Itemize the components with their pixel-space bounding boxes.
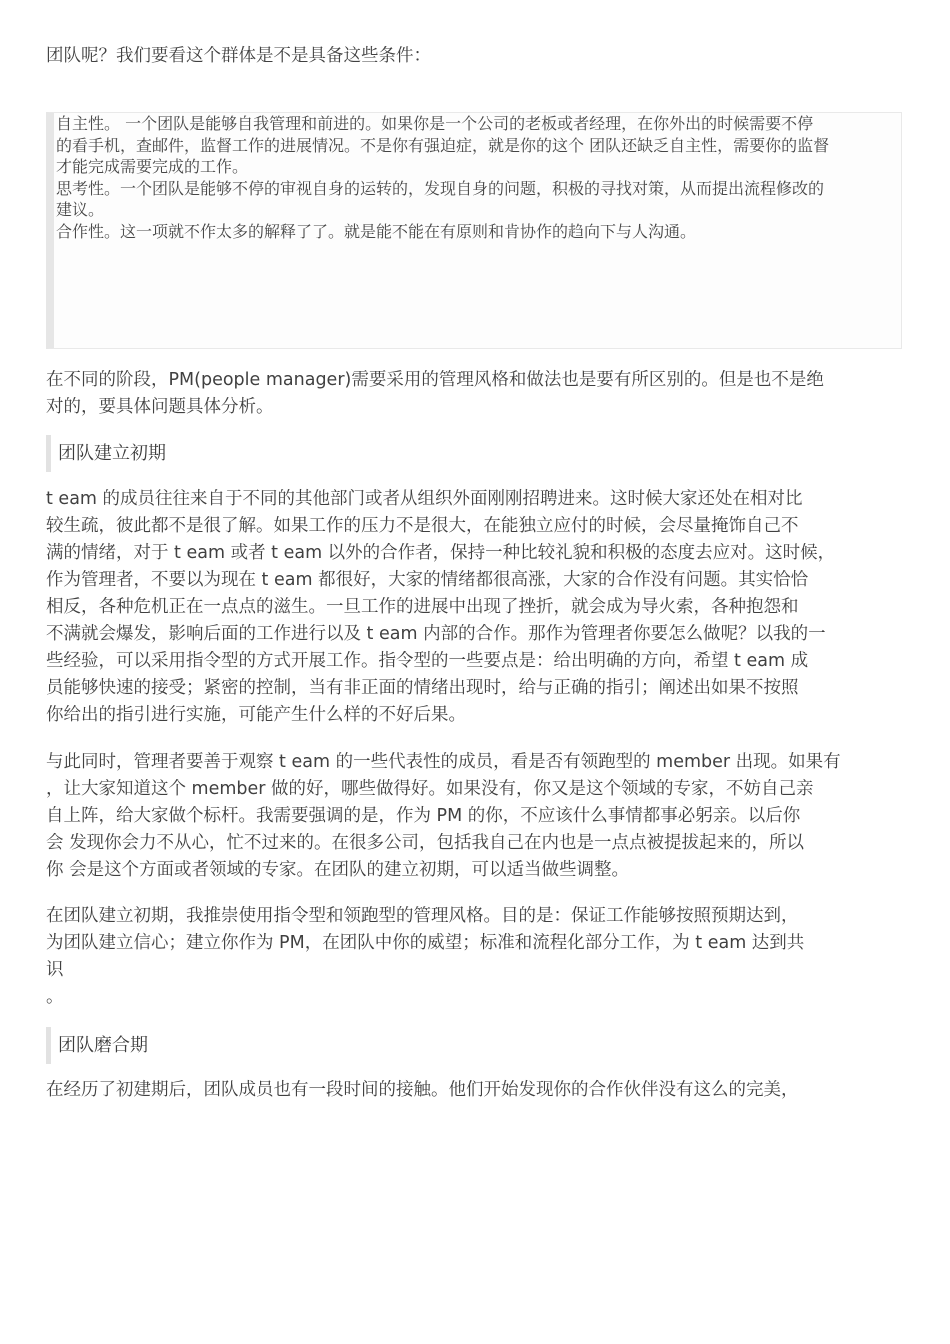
paragraph-initial-2: 与此同时，管理者要善于观察 t eam 的一些代表性的成员，看是否有领跑型的 member 出现。如果有 ，让大家知道这个 member 做的好，哪些做得好。如果没有，你又是这个领域的专家，不妨自己亲 自上阵，给大家做个标杆。我需要强调的是，作为 PM 的你，不应该什么事情都事必躬亲。以后你 会 发现你会力不从心，忙不过来的。在很多公司，包括我自己在内也是一点点被提拔起来的，所以 你 会是这个方面或者领域的专家。在团队的建立初期，可以适当做些调整。 [46, 752, 841, 880]
quote-item-cooperation: 合作性。这一项就不作太多的解释了了。就是能不能在有原则和肯协作的趋向下与人沟通。 [56, 221, 697, 241]
paragraph-storming: 在经历了初建期后，团队成员也有一段时间的接触。他们开始发现你的合作伙伴没有这么的完美， [46, 1080, 799, 1100]
paragraph-initial-3: 在团队建立初期，我推崇使用指令型和领跑型的管理风格。目的是：保证工作能够按照预期达到， 为团队建立信心；建立你作为 PM，在团队中你的威望；标准和流程化部分工作，为 t eam 达到共 识 。 [46, 906, 805, 1007]
quote-item-autonomy: 自主性。 一个团队是能够自我管理和前进的。如果你是一个公司的老板或者经理，在你外出的时候需要不停 的看手机，查邮件，监督工作的进展情况。不是你有强迫症，就是你的这个 团队还缺乏自主性，需要你的监督 才能完成需要完成的工作。 [56, 114, 830, 176]
section-heading-storming: 团队磨合期 [46, 1027, 148, 1064]
section-heading-initial: 团队建立初期 [46, 435, 166, 472]
paragraph-stages: 在不同的阶段，PM(people manager)需要采用的管理风格和做法也是要有所区别的。但是也不是绝 对的，要具体问题具体分析。 [46, 370, 824, 417]
quote-block [46, 112, 902, 349]
paragraph-initial-1: t eam 的成员往往来自于不同的其他部门或者从组织外面刚刚招聘进来。这时候大家还处在相对比 较生疏，彼此都不是很了解。如果工作的压力不是很大，在能独立应付的时候，会尽量掩饰自己不 满的情绪，对于 t eam 或者 t eam 以外的合作者，保持一种比较礼貌和积极的态度去应对。这时候， 作为管理者，不要以为现在 t eam 都很好，大家的情绪都很高涨，大家的合作没有问题。其实恰恰 相反，各种危机正在一点点的滋生。一旦工作的进展中出现了挫折，就会成为导火索，各种抱怨和 不满就会爆发，影响后面的工作进行以及 t eam 内部的合作。那作为管理者你要怎么做呢？以我的一 些经验，可以采用指令型的方式开展工作。指令型的一些要点是：给出明确的方向，希望 t eam 成 员能够快速的接受；紧密的控制，当有非正面的情绪出现时，给与正确的指引；阐述出如果不按照 你给出的指引进行实施，可能产生什么样的不好后果。 [46, 489, 836, 725]
quote-item-thinking: 思考性。一个团队是能够不停的审视自身的运转的，发现自身的问题，积极的寻找对策，从而提出流程修改的 建议。 [56, 178, 825, 219]
intro-text: 团队呢？我们要看这个群体是不是具备这些条件： [46, 46, 431, 66]
